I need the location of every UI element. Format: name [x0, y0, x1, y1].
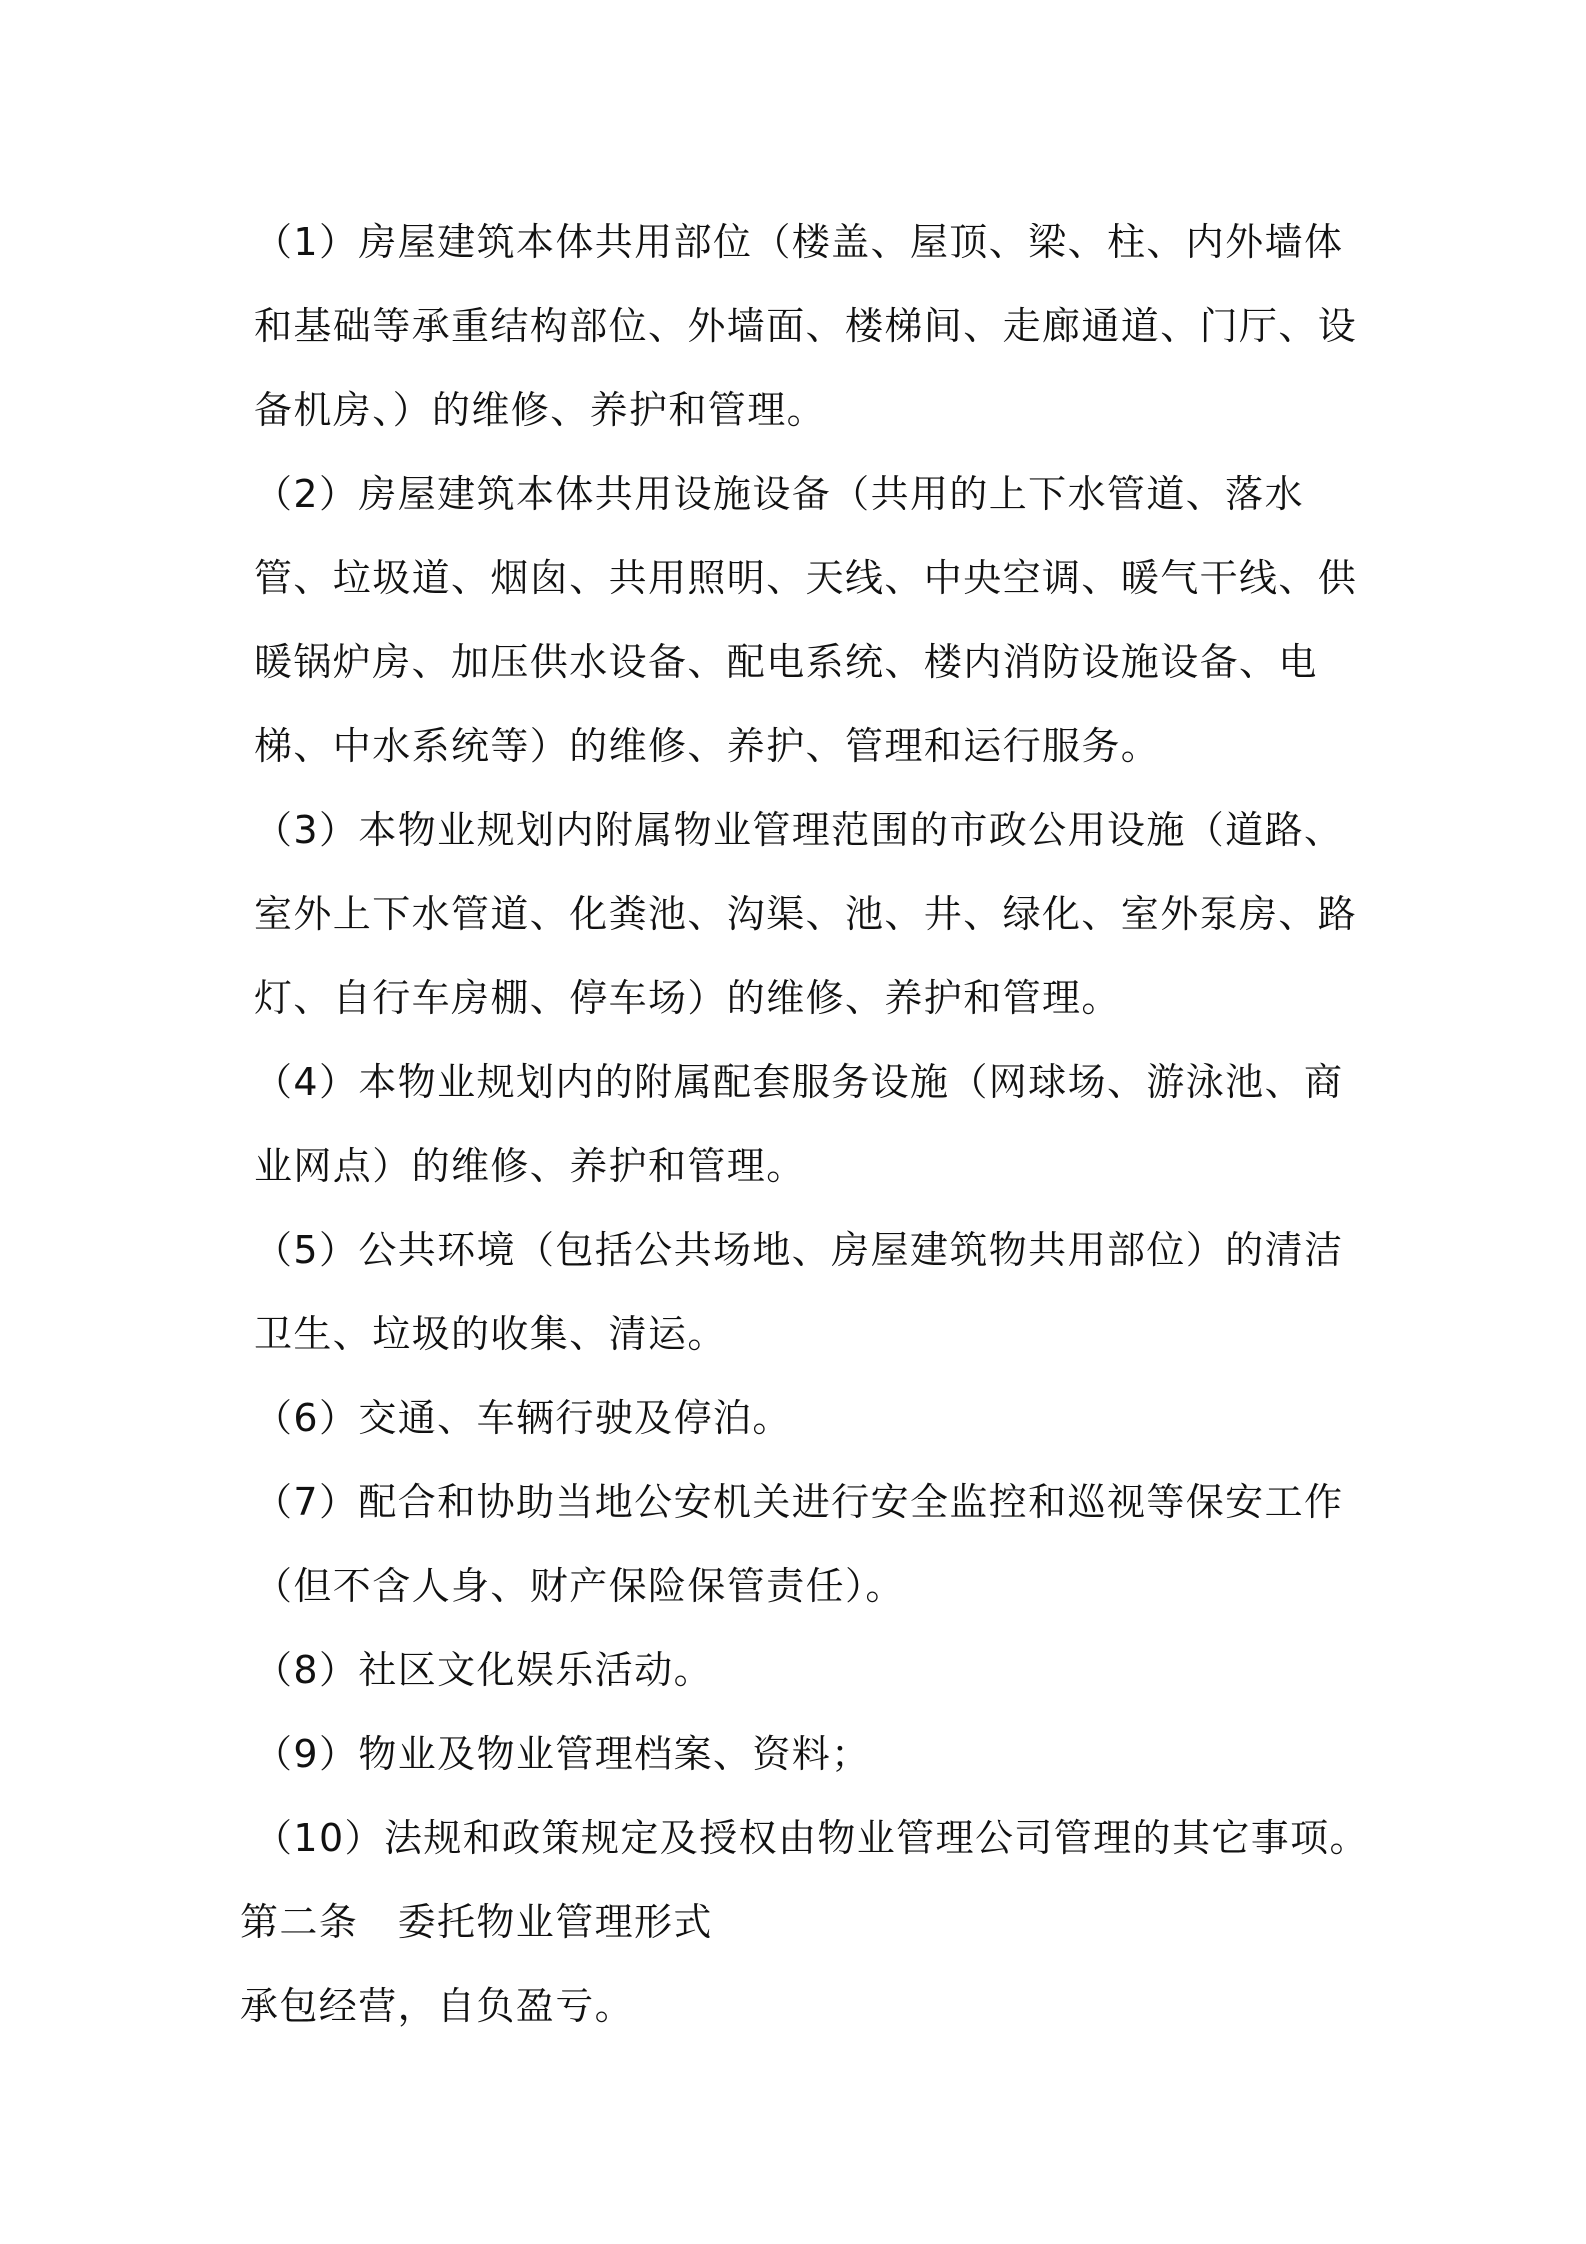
article-heading: 第二条 委托物业管理形式	[240, 1900, 713, 1944]
paragraph-item-9: （9）物业及物业管理档案、资料；	[254, 1732, 871, 1776]
document-body	[240, 200, 1370, 2048]
paragraph-item-2: （2）房屋建筑本体共用设施设备（共用的上下水管道、落水管、垃圾道、烟囱、共用照明、天线、中央空调、暖气干线、供暖锅炉房、加压供水设备、配电系统、楼内消防设施设备、电梯、中水系统等）的维修、养护、管理和运行服务。	[254, 472, 1358, 768]
paragraph-item-7: （7）配合和协助当地公安机关进行安全监控和巡视等保安工作（但不含人身、财产保险保管责任）。	[254, 1480, 1344, 1608]
paragraph-item-1: （1）房屋建筑本体共用部位（楼盖、屋顶、梁、柱、内外墙体和基础等承重结构部位、外墙面、楼梯间、走廊通道、门厅、设备机房、）的维修、养护和管理。	[254, 220, 1358, 432]
paragraph-item-6: （6）交通、车辆行驶及停泊。	[254, 1396, 792, 1440]
paragraph-item-5: （5）公共环境（包括公共场地、房屋建筑物共用部位）的清洁卫生、垃圾的收集、清运。	[254, 1228, 1344, 1356]
article-body-text: 承包经营，自负盈亏。	[240, 1984, 635, 2028]
paragraph-item-10: （10）法规和政策规定及授权由物业管理公司管理的其它事项。	[254, 1816, 1369, 1860]
paragraph-item-3: （3）本物业规划内附属物业管理范围的市政公用设施（道路、室外上下水管道、化粪池、沟渠、池、井、绿化、室外泵房、路灯、自行车房棚、停车场）的维修、养护和管理。	[254, 808, 1358, 1020]
paragraph-item-4: （4）本物业规划内的附属配套服务设施（网球场、游泳池、商业网点）的维修、养护和管理。	[254, 1060, 1344, 1188]
paragraph-item-8: （8）社区文化娱乐活动。	[254, 1648, 713, 1692]
